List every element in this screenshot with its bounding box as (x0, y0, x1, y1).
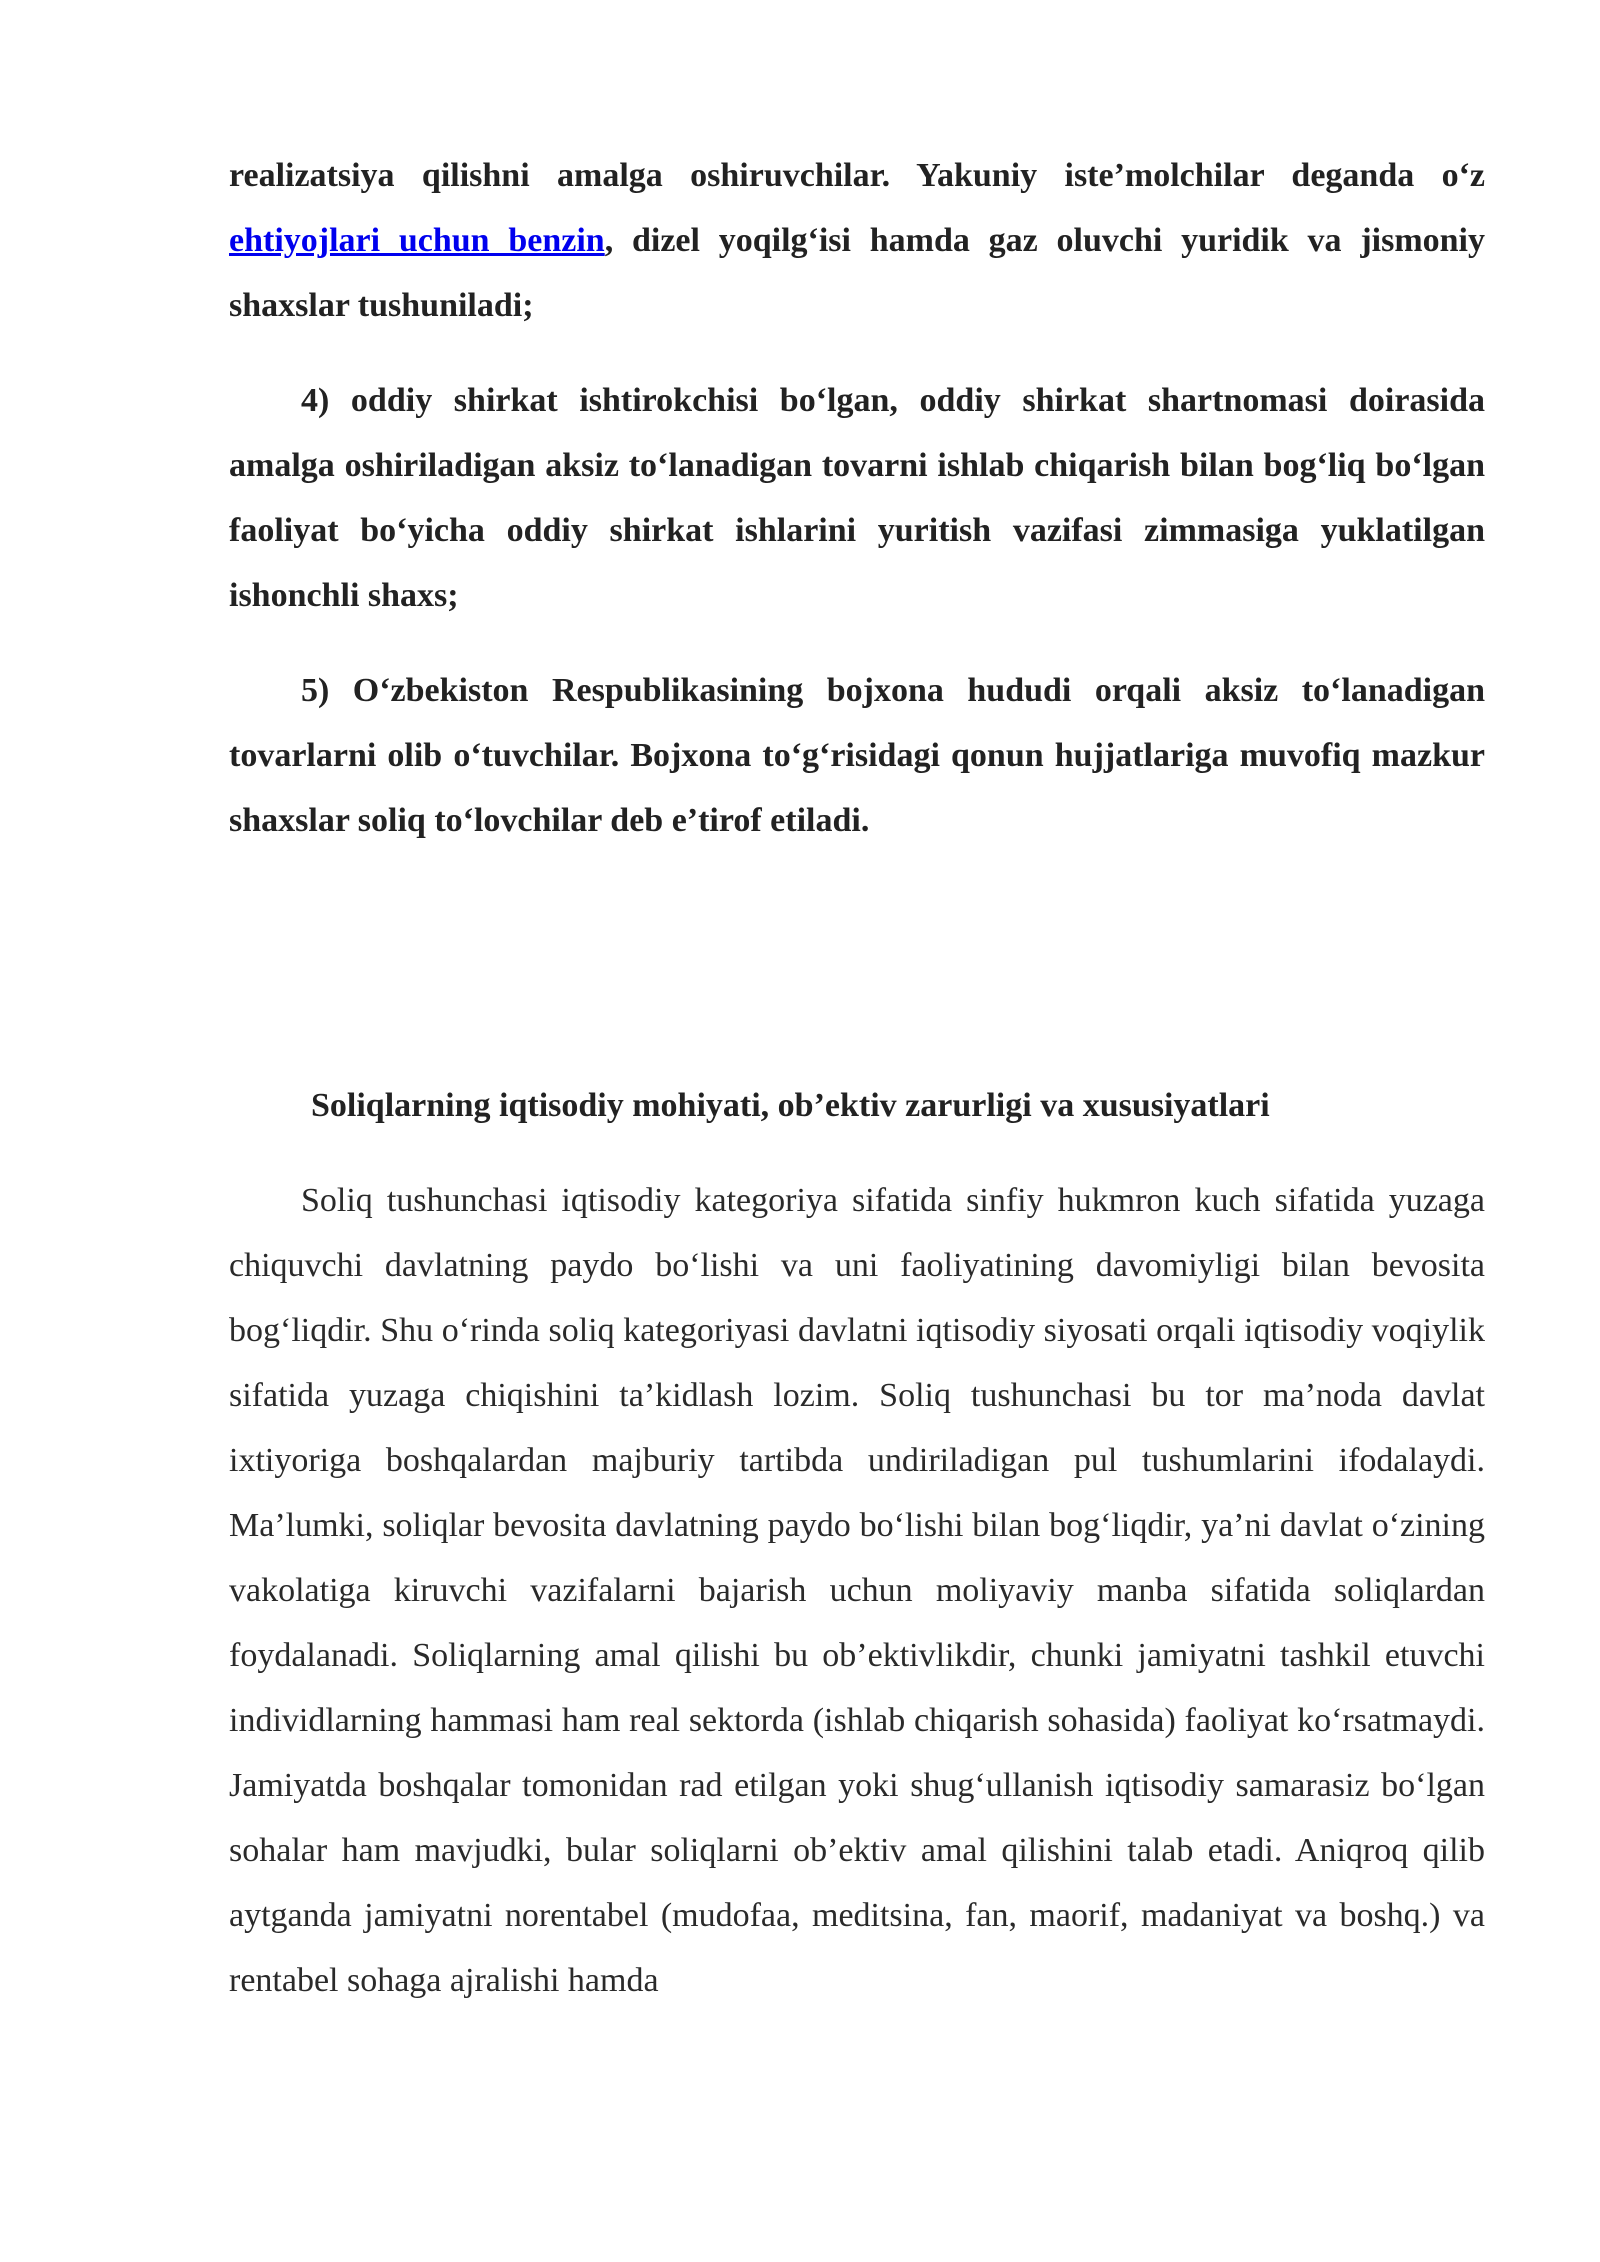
list-item-5 (229, 658, 1485, 853)
benzin-link[interactable]: ehtiyojlari uchun benzin (229, 222, 605, 259)
body-paragraph (229, 1168, 1485, 2013)
section-heading: Soliqlarning iqtisodiy mohiyati, ob’ektiv zarurligi va xususiyatlari (311, 1087, 1270, 1124)
paragraph-top-text (229, 143, 1485, 338)
list-item-4-text: 4) oddiy shirkat ishtirokchisi bo‘lgan, oddiy shirkat shartnomasi doirasida amalga oshiriladigan aksiz to‘lanadigan tovarni ishlab chiqarish bilan bog‘liq bo‘lgan faoliyat bo‘yicha oddiy shirkat ishlarini yuritish vazifasi zimmasiga yuklatilgan ishonchli shaxs; (229, 382, 1485, 614)
paragraph-top-before-link: realizatsiya qilishni amalga oshiruvchilar. Yakuniy iste’molchilar deganda o‘z (229, 157, 1485, 194)
paragraph-top-after-link: , dizel yoqilg‘isi hamda gaz oluvchi yuridik va jismoniy shaxslar tushuniladi; (229, 222, 1485, 324)
paragraph-top (229, 143, 1485, 338)
list-item-5-text: 5) O‘zbekiston Respublikasining bojxona hududi orqali aksiz to‘lanadigan tovarlarni olib o‘tuvchilar. Bojxona to‘g‘risidagi qonun hujjatlariga muvofiq mazkur shaxslar soliq to‘lovchilar deb e’tirof etiladi. (229, 672, 1485, 839)
body-paragraph-text: Soliq tushunchasi iqtisodiy kategoriya sifatida sinfiy hukmron kuch sifatida yuzaga chiquvchi davlatning paydo bo‘lishi va uni faoliyatining davomiyligi bilan bevosita bog‘liqdir. Shu o‘rinda soliq kategoriyasi davlatni iqtisodiy siyosati orqali iqtisodiy voqiylik sifatida yuzaga chiqishini ta’kidlash lozim. Soliq tushunchasi bu tor ma’noda davlat ixtiyoriga boshqalardan majburiy tartibda undiriladigan pul tushumlarini ifodalaydi. Ma’lumki, soliqlar bevosita davlatning paydo bo‘lishi bilan bog‘liqdir, ya’ni davlat o‘zining vakolatiga kiruvchi vazifalarni bajarish uchun moliyaviy manba sifatida soliqlardan foydalanadi. Soliqlarning amal qilishi bu ob’ektivlikdir, chunki jamiyatni tashkil etuvchi individlarning hammasi ham real sektorda (ishlab chiqarish sohasida) faoliyat ko‘rsatmaydi. Jamiyatda boshqalar tomonidan rad etilgan yoki shug‘ullanish iqtisodiy samarasiz bo‘lgan sohalar ham mavjudki, bular soliqlarni ob’ektiv amal qilishini talab etadi. Aniqroq qilib aytganda jamiyatni norentabel (mudofaa, meditsina, fan, maorif, madaniyat va boshq.) va rentabel sohaga ajralishi hamda (229, 1182, 1485, 1999)
list-item-4 (229, 368, 1485, 628)
